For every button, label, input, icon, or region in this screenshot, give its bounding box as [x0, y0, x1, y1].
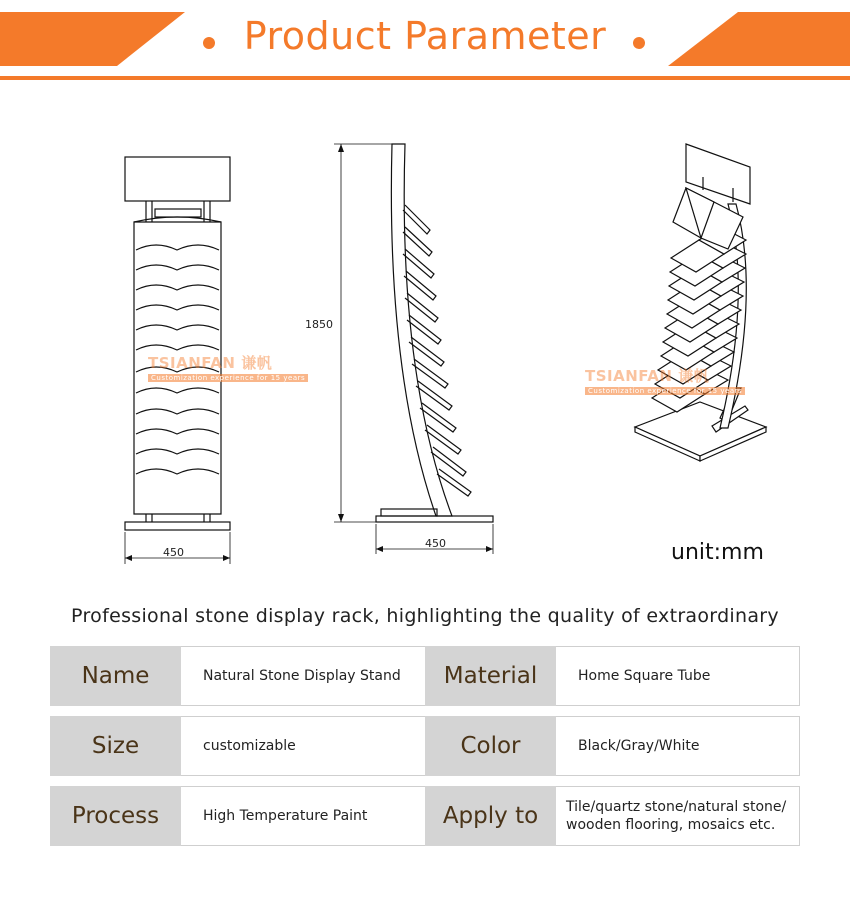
- header-banner: [0, 0, 850, 82]
- perspective-view-drawing: [635, 144, 766, 461]
- technical-drawings: [0, 82, 850, 602]
- watermark-front: [148, 352, 308, 382]
- product-tagline: Professional stone display rack, highlighting the quality of extraordinary: [71, 605, 779, 627]
- side-height-label: 1850: [305, 318, 333, 331]
- front-width-label: 450: [163, 546, 184, 559]
- param-row-process: [50, 786, 800, 846]
- drawing-canvas: [0, 82, 850, 602]
- watermark-brand: TSIANFAN 谦帆: [585, 367, 710, 385]
- param-value-color: Black/Gray/White: [556, 716, 800, 776]
- title-dot-right: [633, 37, 645, 49]
- param-label-material: Material: [425, 646, 556, 706]
- param-label-process: Process: [50, 786, 181, 846]
- param-label-color: Color: [425, 716, 556, 776]
- watermark-tagline: Customization experience for 15 years: [585, 387, 745, 395]
- apply-to-line-2: wooden flooring, mosaics etc.: [566, 817, 776, 833]
- param-value-material: Home Square Tube: [556, 646, 800, 706]
- watermark-perspective: [585, 365, 745, 395]
- param-value-size: customizable: [181, 716, 425, 776]
- param-label-size: Size: [50, 716, 181, 776]
- unit-label: unit:mm: [671, 540, 764, 565]
- param-row-name: [50, 646, 800, 706]
- side-width-label: 450: [425, 537, 446, 550]
- apply-to-line-1: Tile/quartz stone/natural stone/: [566, 799, 787, 815]
- param-value-name: Natural Stone Display Stand: [181, 646, 425, 706]
- param-value-apply-to: [556, 786, 800, 846]
- param-label-name: Name: [50, 646, 181, 706]
- watermark-tagline: Customization experience for 15 years: [148, 374, 308, 382]
- param-value-process: High Temperature Paint: [181, 786, 425, 846]
- watermark-brand: TSIANFAN 谦帆: [148, 354, 273, 372]
- page-title: Product Parameter: [243, 14, 607, 58]
- param-label-apply-to: Apply to: [425, 786, 556, 846]
- side-view-drawing: [334, 144, 493, 554]
- param-row-size: [50, 716, 800, 776]
